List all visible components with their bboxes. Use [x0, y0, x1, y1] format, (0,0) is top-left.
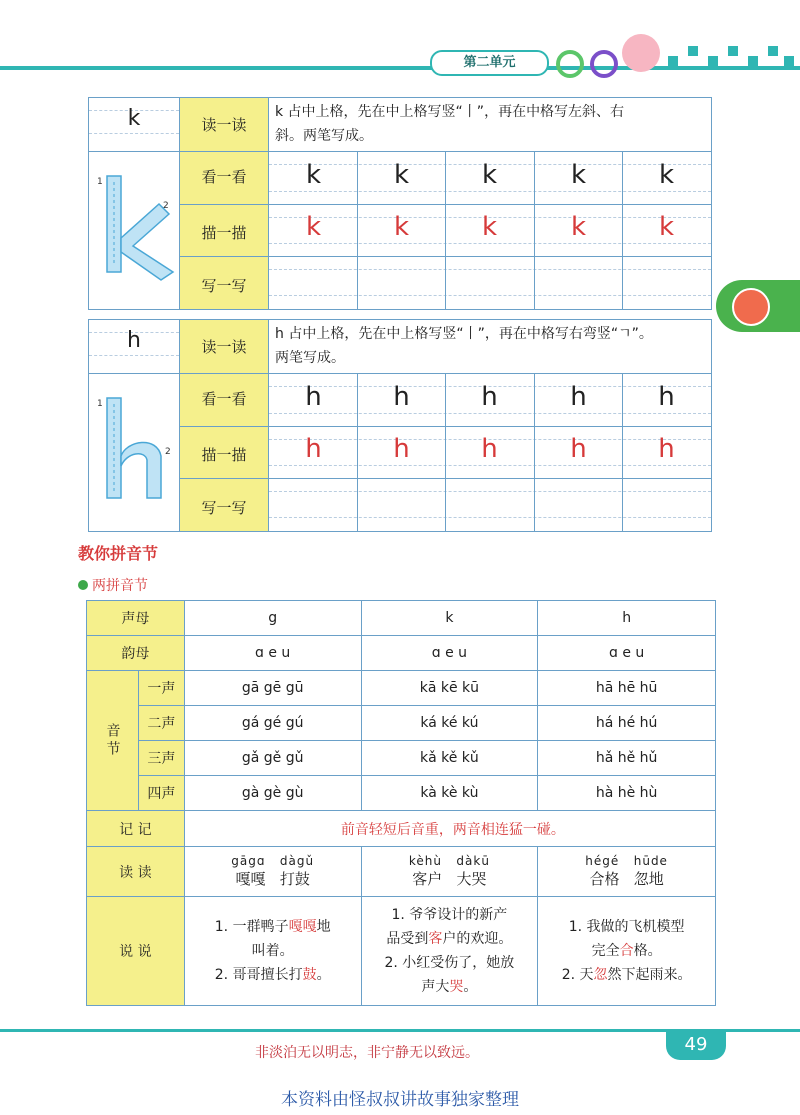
checker-deco: [784, 56, 794, 66]
final-cell: ɑ e u: [361, 636, 538, 671]
syllable-cell: hǎ hě hǔ: [538, 741, 716, 776]
sample-letter: h: [658, 382, 675, 412]
sample-letter: h: [570, 382, 587, 412]
checker-deco: [668, 56, 678, 66]
read-description: h 占中上格，先在中上格写竖“丨”，再在中格写右弯竖“ㄱ”。 两笔写成。: [275, 326, 653, 366]
syllable-cell: gà gè gù: [184, 776, 361, 811]
page-number: 49: [666, 1030, 726, 1060]
read-description: k 占中上格，先在中上格写竖“丨”，再在中格写左斜、右 斜。两笔写成。: [275, 104, 625, 144]
say-cell: 1. 一群鸭子嘎嘎地 叫着。 2. 哥哥擅长打鼓。: [184, 897, 361, 1006]
sample-letter: k: [393, 160, 410, 190]
sample-letter: k: [570, 160, 587, 190]
hanzi-text: 合格 忽地: [589, 870, 664, 888]
syllable-cell: kā kē kū: [361, 671, 538, 706]
section-title: 教你拼音节: [78, 544, 159, 563]
tone-label: 二声: [138, 706, 184, 741]
credit-text: 本资料由怪叔叔讲故事独家整理: [281, 1090, 519, 1110]
remember-label: 记 记: [87, 811, 185, 847]
checker-deco: [728, 46, 738, 56]
finals-label: 韵母: [87, 636, 185, 671]
read-label: 读一读: [201, 338, 247, 356]
trace-letter[interactable]: h: [481, 434, 498, 464]
read-cell: [184, 847, 361, 897]
syllable-cell: gā gē gū: [184, 671, 361, 706]
hanzi-text: 客户 大哭: [412, 870, 487, 888]
trace-letter[interactable]: k: [305, 212, 322, 242]
tone-label: 四声: [138, 776, 184, 811]
sample-letter: h: [305, 382, 322, 412]
read-label: 读一读: [201, 116, 247, 134]
stroke-number-2: 2: [163, 201, 169, 211]
trace-letter[interactable]: k: [570, 212, 587, 242]
trace-label: 描一描: [201, 446, 247, 464]
tone-label: 一声: [138, 671, 184, 706]
syllable-cell: gá gé gú: [184, 706, 361, 741]
syllable-cell: kà kè kù: [361, 776, 538, 811]
syllable-table: [86, 600, 716, 1006]
sample-letter: h: [393, 382, 410, 412]
green-ring-icon: [556, 50, 584, 78]
look-label: 看一看: [201, 390, 247, 408]
writing-grid-h: [88, 319, 712, 532]
footer-motto: 非淡泊无以明志，非宁静无以致远。: [255, 1045, 479, 1061]
syllable-cell: hā hē hū: [538, 671, 716, 706]
sample-letter: k: [658, 160, 675, 190]
syllable-cell: kǎ kě kǔ: [361, 741, 538, 776]
remember-text: 前音轻短后音重，两音相连猛一碰。: [184, 811, 715, 847]
sample-letter: h: [481, 382, 498, 412]
purple-ring-icon: [590, 50, 618, 78]
write-label: 写一写: [201, 277, 247, 295]
checker-deco: [688, 46, 698, 56]
sample-letter: k: [305, 160, 322, 190]
final-cell: ɑ e u: [538, 636, 716, 671]
letter-h-stroke-diagram: [97, 390, 177, 510]
pinyin-text: hégé hūde: [585, 854, 668, 868]
read-cell: [538, 847, 716, 897]
trace-letter[interactable]: k: [658, 212, 675, 242]
fox-mascot-icon: [732, 288, 770, 326]
bullet-dot-icon: [78, 580, 88, 590]
say-label: 说 说: [87, 897, 185, 1006]
read-label: 读 读: [87, 847, 185, 897]
checker-deco: [748, 56, 758, 66]
syllable-label: 音节: [87, 671, 139, 811]
stroke-number-1: 1: [97, 399, 103, 409]
unit-title: 第二单元: [430, 50, 549, 76]
trace-letter[interactable]: k: [393, 212, 410, 242]
tone-label: 三声: [138, 741, 184, 776]
checker-deco: [768, 46, 778, 56]
say-cell: 1. 我做的飞机模型 完全合格。 2. 天忽然下起雨来。: [538, 897, 716, 1006]
writing-grid-k: [88, 97, 712, 310]
final-cell: ɑ e u: [184, 636, 361, 671]
look-label: 看一看: [201, 168, 247, 186]
say-cell: 1. 爷爷设计的新产 品受到客户的欢迎。 2. 小红受伤了，她放 声大哭。: [361, 897, 538, 1006]
syllable-cell: gǎ gě gǔ: [184, 741, 361, 776]
syllable-cell: ká ké kú: [361, 706, 538, 741]
letter-k-stroke-diagram: [97, 168, 177, 288]
sample-letter: k: [481, 160, 498, 190]
stroke-number-1: 1: [97, 177, 103, 187]
header-rule: [0, 66, 800, 70]
trace-letter[interactable]: h: [570, 434, 587, 464]
read-cell: [361, 847, 538, 897]
trace-letter[interactable]: h: [305, 434, 322, 464]
trace-label: 描一描: [201, 224, 247, 242]
pinyin-text: kèhù dàkū: [408, 854, 490, 868]
cartoon-girl-icon: [622, 34, 660, 72]
letter-k: k: [127, 106, 141, 131]
write-label: 写一写: [201, 499, 247, 517]
syllable-cell: hà hè hù: [538, 776, 716, 811]
initial-cell: g: [184, 601, 361, 636]
stroke-number-2: 2: [165, 447, 171, 457]
checker-deco: [708, 56, 718, 66]
section-subtitle: 两拼音节: [78, 575, 148, 595]
trace-letter[interactable]: h: [393, 434, 410, 464]
syllable-cell: há hé hú: [538, 706, 716, 741]
initials-label: 声母: [87, 601, 185, 636]
pinyin-text: gāgɑ dàgǔ: [231, 854, 315, 868]
hanzi-text: 嘎嘎 打鼓: [235, 870, 310, 888]
initial-cell: h: [538, 601, 716, 636]
initial-cell: k: [361, 601, 538, 636]
letter-h: h: [127, 328, 141, 353]
trace-letter[interactable]: h: [658, 434, 675, 464]
trace-letter[interactable]: k: [481, 212, 498, 242]
